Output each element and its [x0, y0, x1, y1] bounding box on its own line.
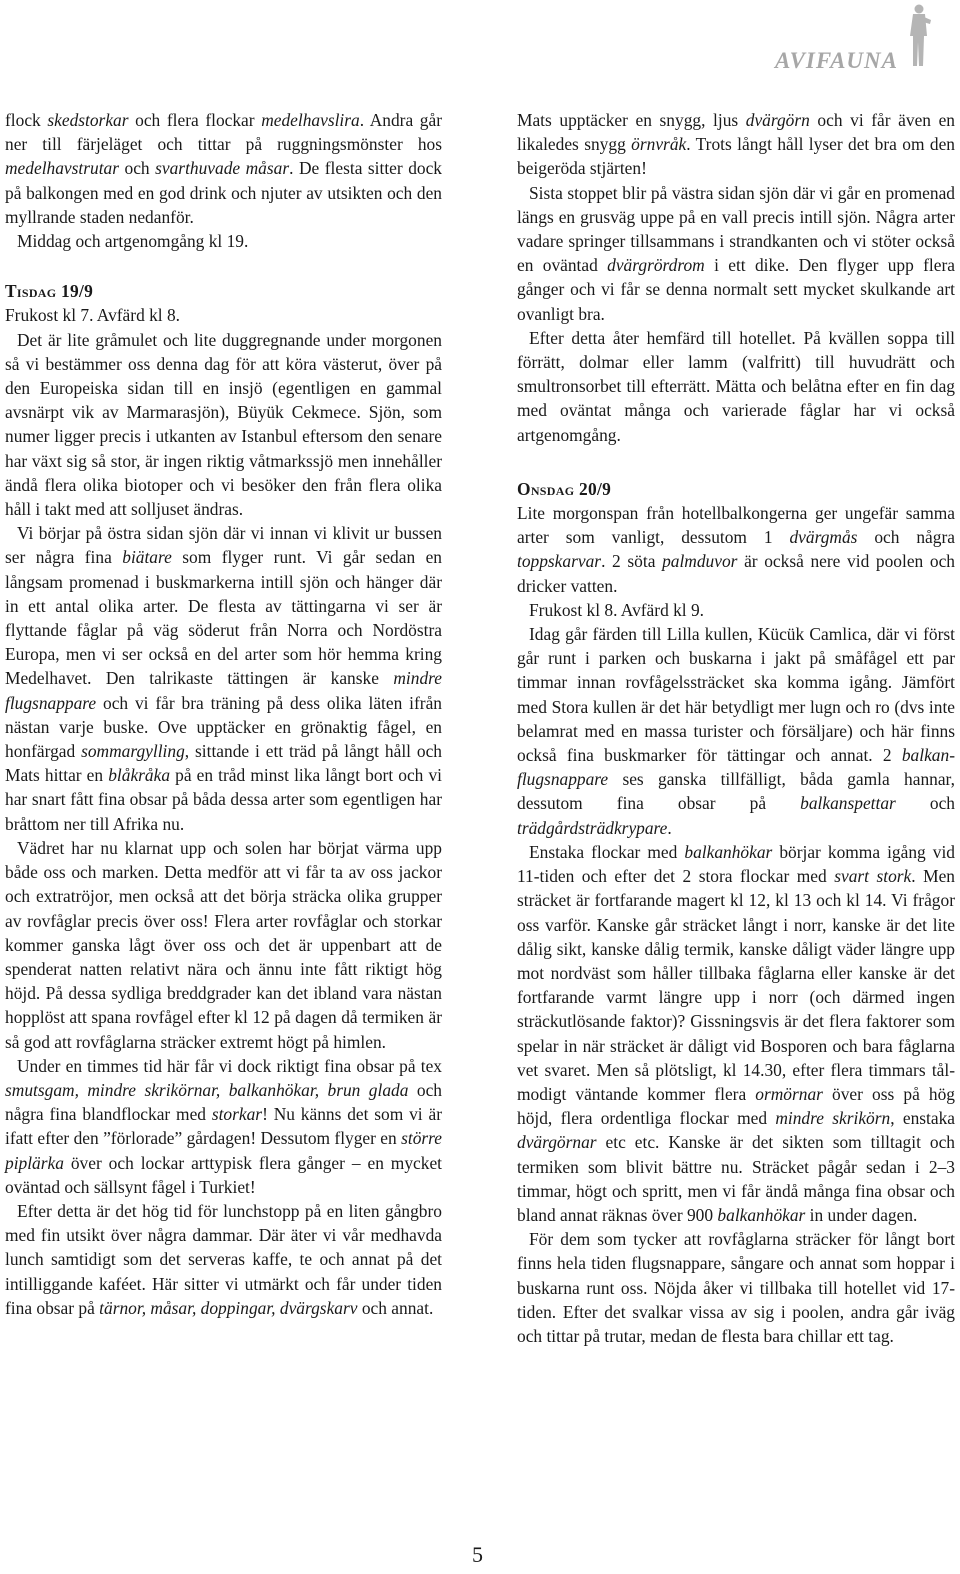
right-column	[517, 108, 955, 1348]
right-column-paragraph: Enstaka flockar med balkanhökar börjar komma igång vid 11-tiden och efter det 2 stora flockar med svart stork. Men sträcket är fortfarande magert kl 12, kl 13 och kl 14. Vi frågor oss varför. Kanske går sträcket långt i norr, kanske är det lite dålig sikt, kanske dålig termik, kanske dåligt väder längre upp mot nordväst som håller tillbaka fåglarna eller kanske är det fortfarande varmt längre upp i norr (och därmed ingen sträckutlösande faktor)? Gissningsvis är det flera faktorer som spelar in när sträcket är dåligt vid Bosporen och bara fåglarna vet svaret. Men så plötsligt, kl 14.30, efter flera timmars tålmodigt väntande kommer flera ormörnar över oss på hög höjd, flera ordentliga flockar med mindre skrikörn, enstaka dvärgörnar etc etc. Kanske är det sikten som tilltagit och termiken som blivit bättre nu. Sträcket pågår sedan i 2–3 timmar, högt och spritt, men vi får ändå många fina obsar och bland annat räknas över 900 balkanhökar in under dagen.	[517, 841, 956, 1225]
section-heading: Onsdag 20/9	[517, 478, 612, 499]
right-column-paragraph: Lite morgonspan från hotellbalkongerna ger ungefär samma arter som vanligt, dessutom 1 dvärgmås och några toppskarvar. 2 söta palmduvor är också nere vid poolen och dricker vatten.	[517, 503, 955, 596]
birdwatcher-silhouette-icon	[904, 2, 932, 72]
section-heading: Tisdag 19/9	[5, 281, 94, 302]
left-column-paragraph: Frukost kl 7. Avfärd kl 8.	[5, 305, 181, 326]
left-column-paragraph: Vi börjar på östra sidan sjön där vi innan vi klivit ur bussen ser några fina biätare som flyger runt. Vi går sedan en långsam promenad i buskmarkerna intill sjön och hänger där in ett antal olika arter. De flesta av tättingarna vi ser är flyttande fåglar på väg söderut från Norra och Nordöstra Europa, men vi ser också en del arter som hör hemma kring Medelhavet. Den talrikaste tättingen är kanske mindre flugsnappare och vi får bra träning på dess olika läten ifrån nästan varje buske. Ove upptäcker en grönaktig fågel, en honfärgad sommargylling, sittande i ett träd på långt håll och Mats hittar en blåkråka på en tråd minst lika långt bort och vi har snart fått fina obsar på båda dessa arter som egentligen har bråttom ner till Afrika nu.	[5, 523, 443, 834]
page-number: 5	[472, 1542, 483, 1567]
avifauna-logo	[708, 0, 938, 80]
left-column-paragraph: Vädret har nu klarnat upp och solen har börjat värma upp både oss och marken. Detta medför att vi får ta av oss jackor och extratröjor, men också att det börja sträcka olika grupper av rovfåglar precis över oss! Flera arter rovfåglar och storkar kommer ganska lågt över oss och det är uppenbart att de spenderat natten relativt nära och ännu inte fått riktigt hög höjd. På dessa sydliga breddgrader kan det ibland vara nästan hopplöst att spana rovfågel efter kl 12 på dagen då termiken är så god att rovfåglarna sträcker extremt högt på himlen.	[5, 837, 442, 1052]
right-column-paragraph: Idag går färden till Lilla kullen, Kücük Camlica, där vi först går runt i parken och buskarna i jakt på småfågel ett par timmar innan rovfågelssträcket ska komma igång. Jämfört med Stora kullen är det här betydligt mer lugn och ro (dvs inte belamrat med en massa turister och försäljare) och här finns också fina buskmarker för tättingar och annat. 2 balkanflugsnappare ses ganska tillfälligt, båda gamla hannar, dessutom fina obsar på balkanspettar och trädgårdsträdkrypare.	[517, 624, 955, 838]
left-column-paragraph: Middag och artgenomgång kl 19.	[17, 231, 249, 252]
left-column-paragraph: Det är lite gråmulet och lite duggregnande under morgonen så vi bestämmer oss denna dag för att köra västerut, över på den Europeiska sidan till en insjö (egentligen en gammal avsnärpt vik av Marmarasjön), Büyük Cekmece. Sjön, som numer ligger precis i utkanten av Istanbul eftersom den senare har växt sig så stor, är ingen riktig våtmarkssjö men innehåller ändå flera olika biotoper och vi besöker den från flera olika håll i takt med att solljuset ändras.	[5, 329, 442, 520]
right-column-paragraph: Frukost kl 8. Avfärd kl 9.	[529, 599, 705, 620]
right-column-paragraph: Mats upptäcker en snygg, ljus dvärgörn och vi får även en likaledes snygg örnvråk. Trots långt håll lyser det bra om den beigeröda stjärten!	[517, 110, 955, 179]
right-column-paragraph: Sista stoppet blir på västra sidan sjön där vi går en promenad längs en grusväg uppe på en vall precis intill sjön. Några arter vadare springer tillsammans i strandkanten och vi stöter också en oväntad dvärgrördrom i ett dike. Den flyger upp flera gånger och vi får se denna normalt sett mycket skulkande art ovanligt bra.	[517, 182, 955, 324]
right-column-paragraph: Efter detta åter hemfärd till hotellet. På kvällen soppa till förrätt, dolmar eller lamm (valfritt) till huvudrätt och smultronsorbet till efterrätt. Mätta och belåtna efter en fin dag med oväntat många och varierade fåglar har vi också artgenomgång.	[517, 327, 955, 445]
right-column-paragraph: För dem som tycker att rovfåglarna sträcker för långt bort finns hela tiden flugsnappare, sångare och annat som hoppar i buskarna runt oss. Nöjda åker vi tillbaka till hotellet vid 17-tiden. Efter det svalkar vissa av sig i poolen, andra går iväg och tittar på trutar, medan de flesta bara chillar ett tag.	[517, 1229, 955, 1346]
logo-text: AVIFAUNA	[774, 48, 898, 73]
left-column-paragraph: Under en timmes tid här får vi dock riktigt fina obsar på tex smutsgam, mindre skrikörnar, balkanhökar, brun glada och några fina blandflockar med storkar! Nu känns det som vi är ifatt efter den ”förlorade” gårdagen! Dessutom flyger en större piplärka över och lockar arttypisk flera gånger – en mycket oväntad och sällsynt fågel i Turkiet!	[5, 1055, 442, 1197]
left-column	[5, 108, 442, 1320]
left-column-paragraph: flock skedstorkar och flera flockar medelhavslira. Andra går ner till färjeläget och tittar på ruggningsmönster hos medelhavstrutar och svarthuvade måsar. De flesta sitter dock på balkongen med en god drink och njuter av utsikten och den myllrande staden nedanför.	[5, 110, 442, 227]
left-column-paragraph: Efter detta är det hög tid för lunchstopp på en liten gångbro med fin utsikt över några dammar. Där äter vi vår medhavda lunch samtidigt som det serveras kaffe, te och annat på det intilliggande kaféet. Här sitter vi utmärkt och får under tiden fina obsar på tärnor, måsar, doppingar, dvärgskarv och annat.	[5, 1200, 442, 1318]
